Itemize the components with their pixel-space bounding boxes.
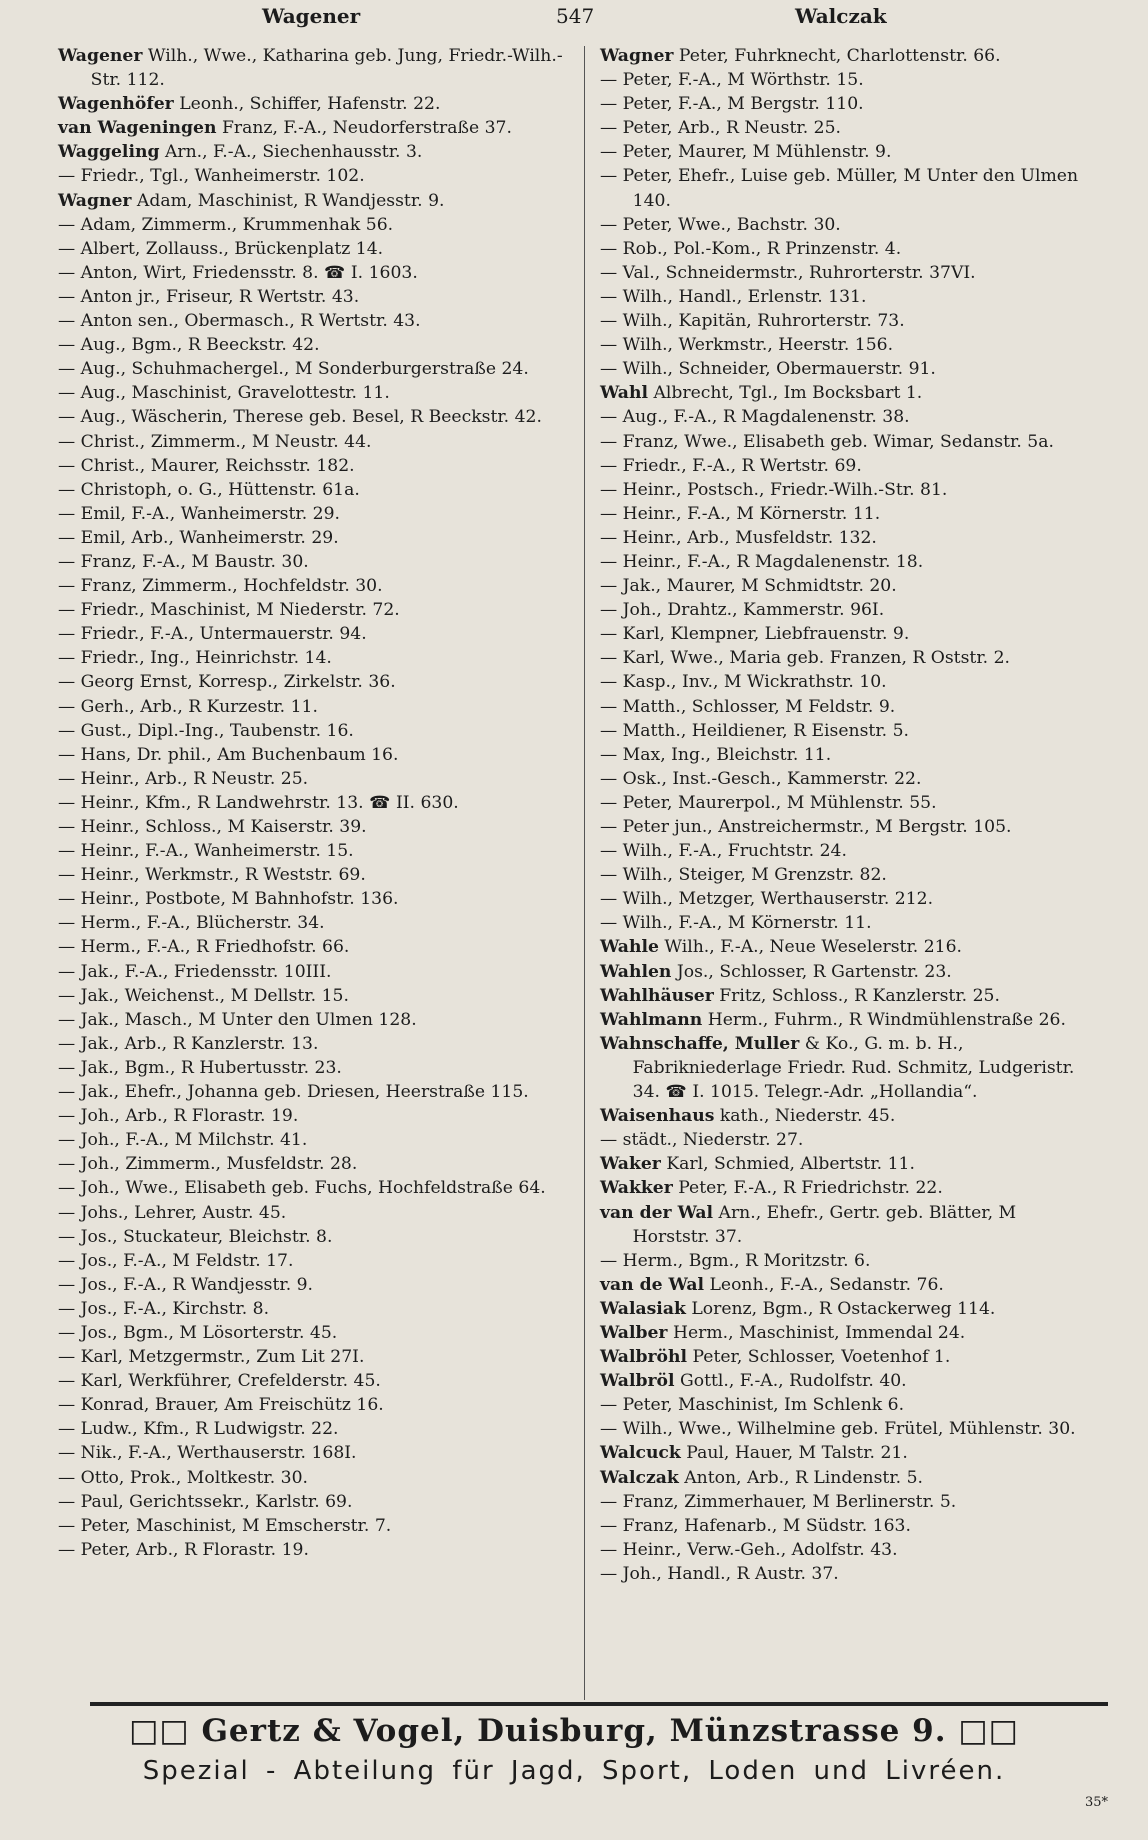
directory-entry	[600, 1008, 1095, 1032]
entry-details: — Otto, Prok., Moltkestr. 30.	[58, 1467, 309, 1488]
directory-entry	[58, 1297, 573, 1321]
entry-surname: Walcuck	[600, 1443, 681, 1464]
entry-surname: Walczak	[600, 1467, 679, 1488]
entry-details: — Heinr., F.-A., M Körnerstr. 11.	[600, 503, 881, 524]
entry-surname: Walasiak	[600, 1298, 686, 1319]
entry-details: — Karl, Metzgermstr., Zum Lit 27I.	[58, 1347, 365, 1368]
directory-entry	[600, 622, 1095, 646]
entry-details: — Gerh., Arb., R Kurzestr. 11.	[58, 696, 318, 717]
entry-details: — Joh., Arb., R Florastr. 19.	[58, 1106, 299, 1127]
directory-entry	[600, 92, 1095, 116]
directory-entry	[600, 1441, 1095, 1465]
directory-entry	[58, 887, 573, 911]
entry-details: kath., Niederstr. 45.	[719, 1106, 896, 1127]
directory-entry	[600, 333, 1095, 357]
entry-details: — Wilh., Schneider, Obermauerstr. 91.	[600, 359, 936, 380]
entry-details: Leonh., Schiffer, Hafenstr. 22.	[179, 94, 441, 115]
directory-entry	[58, 44, 573, 92]
entry-details: — Peter jun., Anstreichermstr., M Bergstr. 105.	[600, 817, 1012, 837]
entry-details: — Heinr., F.-A., Wanheimerstr. 15.	[58, 841, 354, 862]
directory-entry	[600, 646, 1095, 670]
directory-entry	[600, 791, 1095, 815]
directory-entry	[58, 140, 573, 164]
entry-surname: Walbröhl	[600, 1347, 688, 1368]
column-divider	[584, 46, 585, 1700]
directory-entry	[600, 140, 1095, 164]
entry-details: — Albert, Zollauss., Brückenplatz 14.	[58, 238, 384, 259]
directory-entry	[600, 1538, 1095, 1562]
entry-details: — Kasp., Inv., M Wickrathstr. 10.	[600, 672, 887, 693]
entry-details: — Franz, Zimmerhauer, M Berlinerstr. 5.	[600, 1491, 957, 1512]
header-right-keyword: Walczak	[795, 4, 887, 28]
entry-details: Karl, Schmied, Albertstr. 11.	[666, 1154, 915, 1175]
entry-details: — Jak., Maurer, M Schmidtstr. 20.	[600, 576, 897, 597]
page-header	[0, 4, 1148, 34]
directory-entry	[600, 719, 1095, 743]
directory-entry	[600, 237, 1095, 261]
entry-details: Anton, Arb., R Lindenstr. 5.	[684, 1467, 923, 1488]
entry-details: — Heinr., Postsch., Friedr.-Wilh.-Str. 81.	[600, 479, 948, 500]
entry-surname: Wagner	[58, 190, 132, 211]
directory-entry	[58, 695, 573, 719]
entry-details: — Jos., Stuckateur, Bleichstr. 8.	[58, 1226, 333, 1247]
directory-entry	[600, 1152, 1095, 1176]
entry-details: Wilh., Wwe., Katharina geb. Jung, Friedr.-Wilh.-Str. 112.	[90, 46, 563, 91]
entry-details: — Ludw., Kfm., R Ludwigstr. 22.	[58, 1419, 339, 1440]
entry-details: — Max, Ing., Bleichstr. 11.	[600, 744, 832, 765]
entry-details: — Paul, Gerichtssekr., Karlstr. 69.	[58, 1491, 353, 1512]
entry-details: — Matth., Heildiener, R Eisenstr. 5.	[600, 720, 909, 741]
entry-details: — Emil, Arb., Wanheimerstr. 29.	[58, 527, 339, 548]
entry-details: — Aug., Bgm., R Beeckstr. 42.	[58, 335, 320, 356]
entry-details: — Wilh., Metzger, Werthauserstr. 212.	[600, 889, 934, 910]
directory-entry	[600, 1104, 1095, 1128]
entry-details: — Rob., Pol.-Kom., R Prinzenstr. 4.	[600, 238, 902, 259]
directory-entry	[600, 984, 1095, 1008]
directory-entry	[600, 887, 1095, 911]
entry-surname: Walber	[600, 1322, 668, 1343]
printer-mark: 35*	[1084, 1795, 1108, 1810]
entry-details: — Peter, Arb., R Neustr. 25.	[600, 118, 841, 139]
directory-entry	[58, 598, 573, 622]
entry-details: & Ko., G. m. b. H., Fabrikniederlage Friedr. Rud. Schmitz, Ludgeristr. 34. ☎ I. 1015. Telegr.-Adr. „Hollandia“.	[632, 1033, 1075, 1103]
directory-entry	[58, 1152, 573, 1176]
entry-details: — Aug., F.-A., R Magdalenenstr. 38.	[600, 407, 910, 428]
directory-entry	[58, 646, 573, 670]
entry-details: — städt., Niederstr. 27.	[600, 1130, 804, 1151]
entry-details: — Adam, Zimmerm., Krummenhak 56.	[58, 214, 394, 235]
directory-entry	[58, 1080, 573, 1104]
entry-details: — Heinr., Arb., Musfeldstr. 132.	[600, 527, 877, 548]
directory-entry	[58, 622, 573, 646]
entry-details: — Peter, Maurer, M Mühlenstr. 9.	[600, 142, 892, 163]
entry-details: — Karl, Klempner, Liebfrauenstr. 9.	[600, 624, 910, 645]
entry-details: — Peter, Maschinist, M Emscherstr. 7.	[58, 1515, 392, 1536]
directory-entry	[600, 526, 1095, 550]
directory-entry	[600, 68, 1095, 92]
directory-entry	[58, 1032, 573, 1056]
entry-details: — Peter, F.-A., M Bergstr. 110.	[600, 94, 864, 115]
entry-details: Lorenz, Bgm., R Ostackerweg 114.	[691, 1298, 996, 1319]
directory-entry	[58, 430, 573, 454]
directory-entry	[58, 839, 573, 863]
directory-entry	[58, 1128, 573, 1152]
directory-entry	[600, 261, 1095, 285]
entry-surname: van der Wal	[600, 1202, 714, 1223]
directory-entry	[58, 911, 573, 935]
entry-details: Arn., Ehefr., Gertr. geb. Blätter, M Horststr. 37.	[632, 1202, 1017, 1247]
entry-details: — Heinr., Schloss., M Kaiserstr. 39.	[58, 817, 367, 837]
directory-entry	[600, 309, 1095, 333]
directory-entry	[600, 44, 1095, 68]
entry-details: Herm., Maschinist, Immendal 24.	[672, 1322, 966, 1343]
entry-details: — Heinr., Werkmstr., R Weststr. 69.	[58, 865, 366, 886]
directory-entry	[58, 1056, 573, 1080]
entry-details: — Heinr., F.-A., R Magdalenenstr. 18.	[600, 551, 924, 572]
entry-surname: van de Wal	[600, 1274, 705, 1295]
entry-details: — Franz, Zimmerm., Hochfeldstr. 30.	[58, 576, 383, 597]
entry-details: Fritz, Schloss., R Kanzlerstr. 25.	[719, 985, 1000, 1006]
directory-entry	[600, 1466, 1095, 1490]
directory-entry	[58, 116, 573, 140]
directory-entry	[600, 285, 1095, 309]
entry-details: — Friedr., F.-A., R Wertstr. 69.	[600, 455, 862, 476]
entry-details: — Jos., F.-A., R Wandjesstr. 9.	[58, 1274, 314, 1295]
entry-details: Wilh., F.-A., Neue Weselerstr. 216.	[664, 937, 962, 958]
directory-entry	[58, 164, 573, 188]
right-column	[600, 44, 1095, 1586]
directory-entry	[58, 309, 573, 333]
entry-details: Albrecht, Tgl., Im Bocksbart 1.	[653, 383, 923, 404]
entry-details: — Friedr., Maschinist, M Niederstr. 72.	[58, 600, 400, 621]
entry-surname: Waggeling	[58, 142, 160, 163]
entry-surname: Wagener	[58, 46, 143, 66]
entry-surname: Wagenhöfer	[58, 94, 174, 115]
entry-details: — Aug., Wäscherin, Therese geb. Besel, R Beeckstr. 42.	[58, 407, 542, 428]
entry-details: — Heinr., Arb., R Neustr. 25.	[58, 768, 309, 789]
entry-details: — Jak., Weichenst., M Dellstr. 15.	[58, 985, 349, 1006]
entry-details: — Anton, Wirt, Friedensstr. 8. ☎ I. 1603.	[58, 262, 418, 283]
directory-entry	[58, 213, 573, 237]
directory-entry	[600, 767, 1095, 791]
directory-entry	[600, 1417, 1095, 1441]
directory-entry	[58, 1417, 573, 1441]
entry-details: — Franz, Hafenarb., M Südstr. 163.	[600, 1515, 911, 1536]
directory-entry	[58, 1321, 573, 1345]
entry-details: — Osk., Inst.-Gesch., Kammerstr. 22.	[600, 768, 922, 789]
directory-entry	[600, 1562, 1095, 1586]
entry-surname: Wakker	[600, 1178, 673, 1199]
directory-entry	[600, 670, 1095, 694]
directory-entry	[600, 478, 1095, 502]
directory-entry	[600, 213, 1095, 237]
entry-surname: Wahle	[600, 937, 659, 958]
entry-surname: Wahlmann	[600, 1009, 703, 1030]
entry-details: — Hans, Dr. phil., Am Buchenbaum 16.	[58, 744, 399, 765]
directory-entry	[58, 1225, 573, 1249]
entry-details: Gottl., F.-A., Rudolfstr. 40.	[680, 1371, 907, 1392]
directory-entry	[58, 767, 573, 791]
entry-details: Arn., F.-A., Siechenhausstr. 3.	[164, 142, 423, 163]
entry-details: — Joh., F.-A., M Milchstr. 41.	[58, 1130, 308, 1151]
directory-entry	[58, 719, 573, 743]
entry-details: — Joh., Drahtz., Kammerstr. 96I.	[600, 600, 885, 621]
directory-entry	[600, 1128, 1095, 1152]
directory-entry	[600, 911, 1095, 935]
directory-entry	[600, 1176, 1095, 1200]
entry-details: Herm., Fuhrm., R Windmühlenstraße 26.	[707, 1009, 1066, 1030]
directory-entry	[600, 164, 1095, 212]
entry-details: — Joh., Handl., R Austr. 37.	[600, 1563, 839, 1584]
directory-entry	[600, 1369, 1095, 1393]
entry-details: — Karl, Wwe., Maria geb. Franzen, R Oststr. 2.	[600, 648, 1010, 669]
directory-entry	[600, 1201, 1095, 1249]
directory-entry	[58, 984, 573, 1008]
entry-surname: Waisenhaus	[600, 1106, 715, 1127]
entry-surname: Wahl	[600, 383, 648, 404]
entry-details: Peter, Schlosser, Voetenhof 1.	[692, 1347, 951, 1368]
entry-surname: Waker	[600, 1154, 661, 1175]
entry-details: — Jos., Bgm., M Lösorterstr. 45.	[58, 1322, 338, 1343]
entry-details: Peter, F.-A., R Friedrichstr. 22.	[678, 1178, 943, 1199]
entry-details: — Peter, Wwe., Bachstr. 30.	[600, 214, 841, 235]
entry-details: — Jak., Bgm., R Hubertusstr. 23.	[58, 1057, 342, 1078]
entry-details: — Anton jr., Friseur, R Wertstr. 43.	[58, 286, 360, 307]
entry-details: — Konrad, Brauer, Am Freischütz 16.	[58, 1395, 384, 1416]
entry-details: — Wilh., Werkmstr., Heerstr. 156.	[600, 335, 894, 356]
footer-rule	[90, 1702, 1108, 1706]
entry-details: — Herm., F.-A., R Friedhofstr. 66.	[58, 937, 350, 958]
entry-details: — Aug., Schuhmachergel., M Sonderburgerstraße 24.	[58, 359, 529, 380]
directory-entry	[600, 1032, 1095, 1104]
directory-entry	[58, 1201, 573, 1225]
directory-entry	[58, 1490, 573, 1514]
entry-details: — Friedr., Tgl., Wanheimerstr. 102.	[58, 166, 365, 187]
entry-details: — Friedr., F.-A., Untermauerstr. 94.	[58, 624, 367, 645]
directory-entry	[58, 550, 573, 574]
entry-details: — Aug., Maschinist, Gravelottestr. 11.	[58, 383, 390, 404]
directory-entry	[600, 1297, 1095, 1321]
entry-details: — Karl, Werkführer, Crefelderstr. 45.	[58, 1371, 381, 1392]
entry-details: — Wilh., Steiger, M Grenzstr. 82.	[600, 865, 887, 886]
directory-entry	[600, 502, 1095, 526]
entry-details: — Val., Schneidermstr., Ruhrorterstr. 37VI.	[600, 262, 976, 283]
directory-entry	[58, 381, 573, 405]
entry-details: Adam, Maschinist, R Wandjesstr. 9.	[136, 190, 445, 211]
directory-entry	[600, 405, 1095, 429]
directory-entry	[600, 839, 1095, 863]
directory-entry	[58, 960, 573, 984]
entry-details: Peter, Fuhrknecht, Charlottenstr. 66.	[678, 46, 1001, 66]
directory-entry	[600, 695, 1095, 719]
directory-entry	[600, 550, 1095, 574]
entry-details: — Joh., Zimmerm., Musfeldstr. 28.	[58, 1154, 358, 1175]
directory-entry	[58, 405, 573, 429]
directory-entry	[58, 1393, 573, 1417]
header-left-keyword: Wagener	[262, 4, 361, 28]
directory-entry	[58, 189, 573, 213]
directory-entry	[600, 1514, 1095, 1538]
entry-details: — Friedr., Ing., Heinrichstr. 14.	[58, 648, 332, 669]
entry-details: — Jak., F.-A., Friedensstr. 10III.	[58, 961, 332, 982]
directory-entry	[600, 598, 1095, 622]
entry-surname: Wahnschaffe, Muller	[600, 1033, 800, 1054]
directory-entry	[600, 863, 1095, 887]
entry-details: — Peter, Arb., R Florastr. 19.	[58, 1539, 309, 1560]
directory-entry	[600, 116, 1095, 140]
entry-details: — Peter, Ehefr., Luise geb. Müller, M Unter den Ulmen 140.	[600, 166, 1079, 211]
entry-details: — Jos., F.-A., Kirchstr. 8.	[58, 1298, 270, 1319]
entry-details: — Jak., Arb., R Kanzlerstr. 13.	[58, 1033, 319, 1054]
directory-entry	[58, 478, 573, 502]
entry-details: — Christ., Maurer, Reichsstr. 182.	[58, 455, 355, 476]
entry-details: — Herm., F.-A., Blücherstr. 34.	[58, 913, 325, 934]
entry-details: — Emil, F.-A., Wanheimerstr. 29.	[58, 503, 340, 524]
directory-entry	[58, 1249, 573, 1273]
entry-details: Franz, F.-A., Neudorferstraße 37.	[221, 118, 512, 139]
directory-entry	[600, 1345, 1095, 1369]
directory-entry	[58, 454, 573, 478]
entry-details: Paul, Hauer, M Talstr. 21.	[686, 1443, 908, 1464]
entry-details: — Peter, F.-A., M Wörthstr. 15.	[600, 70, 864, 91]
entry-details: — Joh., Wwe., Elisabeth geb. Fuchs, Hochfeldstraße 64.	[58, 1178, 546, 1199]
entry-details: — Heinr., Kfm., R Landwehrstr. 13. ☎ II. 630.	[58, 792, 459, 813]
directory-entry	[58, 1514, 573, 1538]
directory-entry	[600, 574, 1095, 598]
entry-details: — Gust., Dipl.-Ing., Taubenstr. 16.	[58, 720, 354, 741]
directory-entry	[58, 333, 573, 357]
directory-entry	[600, 454, 1095, 478]
directory-entry	[600, 815, 1095, 839]
entry-details: — Johs., Lehrer, Austr. 45.	[58, 1202, 287, 1223]
entry-details: — Anton sen., Obermasch., R Wertstr. 43.	[58, 311, 421, 332]
directory-entry	[600, 935, 1095, 959]
entry-details: — Franz, Wwe., Elisabeth geb. Wimar, Sedanstr. 5a.	[600, 431, 1054, 452]
entry-details: — Wilh., Wwe., Wilhelmine geb. Frütel, Mühlenstr. 30.	[600, 1419, 1076, 1440]
directory-entry	[600, 1249, 1095, 1273]
entry-details: — Jos., F.-A., M Feldstr. 17.	[58, 1250, 294, 1271]
directory-entry	[58, 743, 573, 767]
entry-details: — Jak., Masch., M Unter den Ulmen 128.	[58, 1009, 417, 1030]
directory-entry	[58, 670, 573, 694]
entry-surname: van Wageningen	[58, 118, 217, 139]
directory-entry	[58, 92, 573, 116]
entry-details: — Georg Ernst, Korresp., Zirkelstr. 36.	[58, 672, 396, 693]
directory-entry	[600, 1273, 1095, 1297]
directory-entry	[58, 1369, 573, 1393]
directory-entry	[58, 1008, 573, 1032]
directory-entry	[58, 285, 573, 309]
directory-entry	[58, 526, 573, 550]
entry-details: — Christ., Zimmerm., M Neustr. 44.	[58, 431, 372, 452]
directory-entry	[58, 1466, 573, 1490]
directory-entry	[58, 574, 573, 598]
directory-entry	[600, 1490, 1095, 1514]
directory-entry	[58, 815, 573, 839]
directory-entry	[58, 1273, 573, 1297]
directory-entry	[600, 960, 1095, 984]
entry-surname: Wagner	[600, 46, 674, 66]
directory-entry	[58, 791, 573, 815]
advertisement-title: □□ Gertz & Vogel, Duisburg, Münzstrasse 9. □□	[129, 1713, 1019, 1749]
entry-details: — Peter, Maurerpol., M Mühlenstr. 55.	[600, 792, 937, 813]
directory-entry	[58, 1538, 573, 1562]
entry-details: — Matth., Schlosser, M Feldstr. 9.	[600, 696, 896, 717]
entry-surname: Wahlen	[600, 961, 672, 982]
directory-entry	[600, 381, 1095, 405]
entry-details: Leonh., F.-A., Sedanstr. 76.	[709, 1274, 944, 1295]
entry-details: — Heinr., Verw.-Geh., Adolfstr. 43.	[600, 1539, 898, 1560]
directory-entry	[58, 502, 573, 526]
directory-entry	[58, 1441, 573, 1465]
directory-entry	[58, 1176, 573, 1200]
directory-entry	[58, 935, 573, 959]
directory-entry	[58, 1104, 573, 1128]
entry-surname: Wahlhäuser	[600, 985, 714, 1006]
directory-entry	[58, 1345, 573, 1369]
entry-details: — Wilh., F.-A., Fruchtstr. 24.	[600, 841, 847, 862]
directory-entry	[58, 261, 573, 285]
entry-details: — Herm., Bgm., R Moritzstr. 6.	[600, 1250, 871, 1271]
left-column	[58, 44, 573, 1562]
entry-details: — Franz, F.-A., M Baustr. 30.	[58, 551, 309, 572]
entry-surname: Walbröl	[600, 1371, 675, 1392]
advertisement-subtitle: Spezial - Abteilung für Jagd, Sport, Loden und Livréen.	[142, 1756, 1006, 1786]
directory-entry	[600, 430, 1095, 454]
entry-details: Jos., Schlosser, R Gartenstr. 23.	[676, 961, 952, 982]
directory-entry	[58, 237, 573, 261]
directory-entry	[600, 357, 1095, 381]
entry-details: — Heinr., Postbote, M Bahnhofstr. 136.	[58, 889, 399, 910]
entry-details: — Wilh., Handl., Erlenstr. 131.	[600, 286, 867, 307]
directory-entry	[600, 1393, 1095, 1417]
entry-details: — Wilh., Kapitän, Ruhrorterstr. 73.	[600, 311, 905, 332]
entry-details: — Peter, Maschinist, Im Schlenk 6.	[600, 1395, 905, 1416]
entry-details: — Jak., Ehefr., Johanna geb. Driesen, Heerstraße 115.	[58, 1082, 529, 1103]
directory-entry	[600, 1321, 1095, 1345]
entry-details: — Nik., F.-A., Werthauserstr. 168I.	[58, 1443, 357, 1464]
entry-details: — Christoph, o. G., Hüttenstr. 61a.	[58, 479, 360, 500]
page-number: 547	[556, 4, 595, 28]
directory-entry	[600, 743, 1095, 767]
entry-details: — Wilh., F.-A., M Körnerstr. 11.	[600, 913, 872, 934]
directory-entry	[58, 357, 573, 381]
directory-entry	[58, 863, 573, 887]
